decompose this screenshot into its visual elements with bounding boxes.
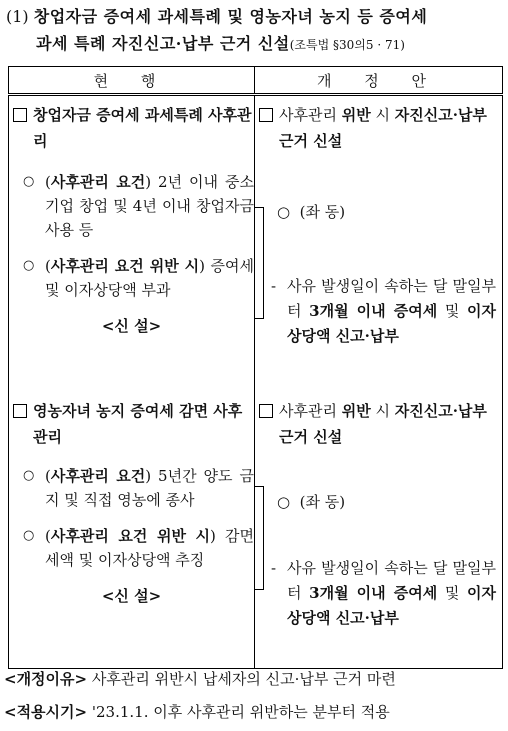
- column-header-proposed: 개 정 안: [255, 67, 503, 95]
- heading-title-part-2: 과세 특례 자진신고·납부 근거 신설: [36, 34, 290, 53]
- checkbox-square-icon: [13, 108, 27, 122]
- circle-bullet-icon: ○: [23, 528, 35, 543]
- checkbox-square-icon: [259, 108, 273, 122]
- reason-text: 사후관리 위반시 납세자의 신고·납부 근거 마련: [91, 670, 396, 688]
- new-provision-label: <신 설>: [101, 317, 162, 335]
- heading-line-1: [6, 3, 504, 30]
- list-item: ○ (사후관리 요건) 5년간 양도 금지 및 직접 영농에 종사: [23, 464, 254, 512]
- effective-tag: <적용시기>: [4, 703, 88, 721]
- new-provision-label: <신 설>: [101, 587, 162, 605]
- circle-bullet-icon: ○: [277, 203, 291, 221]
- same-as-left: ○ (좌 동): [277, 203, 346, 221]
- list-item: ○ (사후관리 요건) 2년 이내 중소기업 창업 및 4년 이내 창업자금 사용 등: [23, 170, 254, 242]
- section-heading: [6, 3, 504, 59]
- table-row: [9, 95, 503, 393]
- circle-bullet-icon: ○: [277, 493, 291, 511]
- checkbox-square-icon: [259, 404, 273, 418]
- current-title: 창업자금 증여세 과세특례 사후관리: [13, 102, 254, 154]
- circle-bullet-icon: ○: [23, 174, 35, 189]
- proposed-detail: - 사유 발생일이 속하는 달 말일부터 3개월 이내 증여세 및 이자상당액 신고·납부: [271, 556, 496, 631]
- column-header-current: 현 행: [9, 67, 255, 95]
- list-item: ○ (사후관리 요건 위반 시) 증여세 및 이자상당액 부과: [23, 254, 254, 302]
- proposed-cell: [255, 95, 503, 393]
- proposed-cell: [255, 392, 503, 669]
- dash-bullet: -: [271, 277, 277, 295]
- proposed-title: 사후관리 위반 시 자진신고·납부 근거 신설: [259, 398, 502, 450]
- heading-number: (1): [6, 7, 29, 26]
- law-reference: (조특법 §30의5 · 71): [289, 38, 405, 52]
- dash-bullet: -: [271, 559, 277, 577]
- current-cell: [9, 95, 255, 393]
- current-cell: [9, 392, 255, 669]
- effective-date: [4, 700, 504, 724]
- circle-bullet-icon: ○: [23, 468, 35, 483]
- effective-text: '23.1.1. 이후 사후관리 위반하는 분부터 적용: [91, 703, 390, 721]
- amendment-reason: [4, 667, 504, 691]
- circle-bullet-icon: ○: [23, 258, 35, 273]
- reason-tag: <개정이유>: [4, 670, 88, 688]
- proposed-title: 사후관리 위반 시 자진신고·납부 근거 신설: [259, 102, 502, 154]
- proposed-detail: - 사유 발생일이 속하는 달 말일부터 3개월 이내 증여세 및 이자상당액 신고·납부: [271, 274, 496, 349]
- table-row: [9, 392, 503, 669]
- comparison-table: [8, 66, 503, 669]
- current-title: 영농자녀 농지 증여세 감면 사후관리: [13, 398, 254, 450]
- heading-title-part-1: 창업자금 증여세 과세특례 및 영농자녀 농지 등 증여세: [33, 7, 428, 26]
- list-item: ○ (사후관리 요건 위반 시) 감면 세액 및 이자상당액 추징: [23, 524, 254, 572]
- checkbox-square-icon: [13, 404, 27, 418]
- same-as-left: ○ (좌 동): [277, 493, 346, 511]
- heading-line-2: [6, 30, 504, 59]
